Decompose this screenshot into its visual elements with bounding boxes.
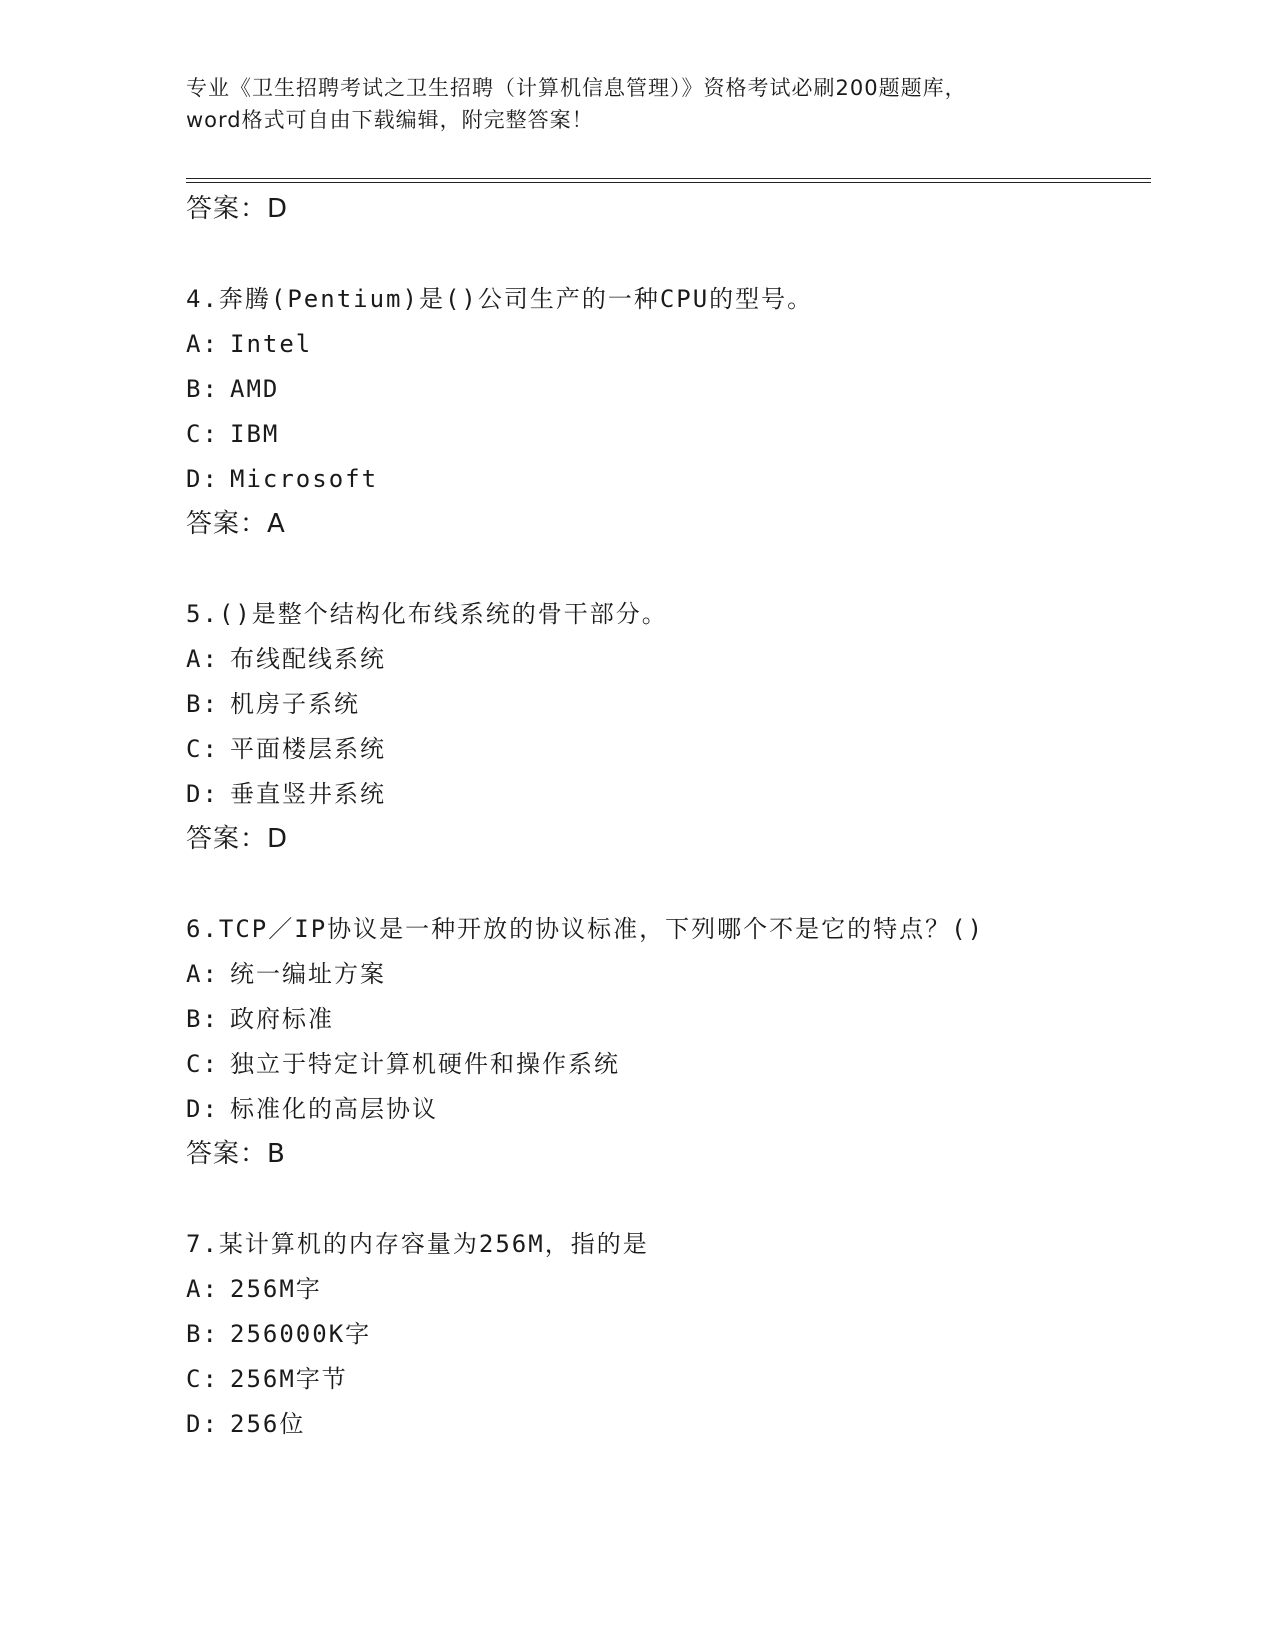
option-a [186, 952, 1146, 997]
option-text: 标准化的高层协议 [230, 1095, 438, 1123]
option-key: A: [186, 645, 219, 673]
option-key: D: [186, 465, 219, 493]
option-text: 政府标准 [230, 1005, 334, 1033]
option-d [186, 457, 1146, 502]
option-text: 平面楼层系统 [230, 735, 386, 763]
header-line-2: word格式可自由下载编辑，附完整答案！ [186, 108, 594, 132]
option-key: C: [186, 1365, 219, 1393]
option-text: 256位 [230, 1410, 306, 1438]
question-item [186, 1222, 1146, 1447]
option-b [186, 1312, 1146, 1357]
option-text: 垂直竖井系统 [230, 780, 386, 808]
option-d [186, 1087, 1146, 1132]
option-c [186, 412, 1146, 457]
header-line-1: 专业《卫生招聘考试之卫生招聘（计算机信息管理）》资格考试必刷200题题库， [186, 76, 967, 100]
option-key: A: [186, 960, 219, 988]
question-item [186, 907, 1146, 1177]
answer-line: 答案：D [186, 824, 289, 854]
document-header [186, 72, 1086, 136]
option-c [186, 727, 1146, 772]
option-key: B: [186, 1320, 219, 1348]
option-key: C: [186, 735, 219, 763]
option-text: 布线配线系统 [230, 645, 386, 673]
option-key: A: [186, 330, 219, 358]
option-d [186, 1402, 1146, 1447]
option-c [186, 1357, 1146, 1402]
option-key: C: [186, 1050, 219, 1078]
option-d [186, 772, 1146, 817]
option-text: AMD [230, 375, 280, 403]
question-list [186, 187, 1146, 1447]
option-text: 统一编址方案 [230, 960, 386, 988]
option-b [186, 682, 1146, 727]
option-text: IBM [230, 420, 280, 448]
option-key: D: [186, 780, 219, 808]
option-key: B: [186, 1005, 219, 1033]
question-title: 6.TCP／IP协议是一种开放的协议标准，下列哪个不是它的特点？() [186, 915, 985, 943]
option-a [186, 637, 1146, 682]
option-text: 256000K字 [230, 1320, 372, 1348]
option-a [186, 1267, 1146, 1312]
question-item [186, 277, 1146, 547]
header-divider-bottom [186, 182, 1151, 183]
option-text: 256M字 [230, 1275, 322, 1303]
option-text: 独立于特定计算机硬件和操作系统 [230, 1050, 620, 1078]
header-divider-top [186, 178, 1151, 179]
question-title: 7.某计算机的内存容量为256M，指的是 [186, 1230, 649, 1258]
option-text: 机房子系统 [230, 690, 360, 718]
question-title: 4.奔腾(Pentium)是()公司生产的一种CPU的型号。 [186, 285, 814, 313]
option-key: B: [186, 690, 219, 718]
option-c [186, 1042, 1146, 1087]
option-text: 256M字节 [230, 1365, 348, 1393]
option-text: Microsoft [230, 465, 379, 493]
question-title: 5.()是整个结构化布线系统的骨干部分。 [186, 600, 668, 628]
option-a [186, 322, 1146, 367]
option-key: D: [186, 1095, 219, 1123]
question-item [186, 592, 1146, 862]
option-key: B: [186, 375, 219, 403]
option-key: C: [186, 420, 219, 448]
option-key: A: [186, 1275, 219, 1303]
answer-line: 答案：A [186, 509, 286, 539]
answer-line: 答案：D [186, 194, 289, 224]
option-key: D: [186, 1410, 219, 1438]
option-text: Intel [230, 330, 313, 358]
option-b [186, 997, 1146, 1042]
option-b [186, 367, 1146, 412]
answer-line: 答案：B [186, 1139, 286, 1169]
